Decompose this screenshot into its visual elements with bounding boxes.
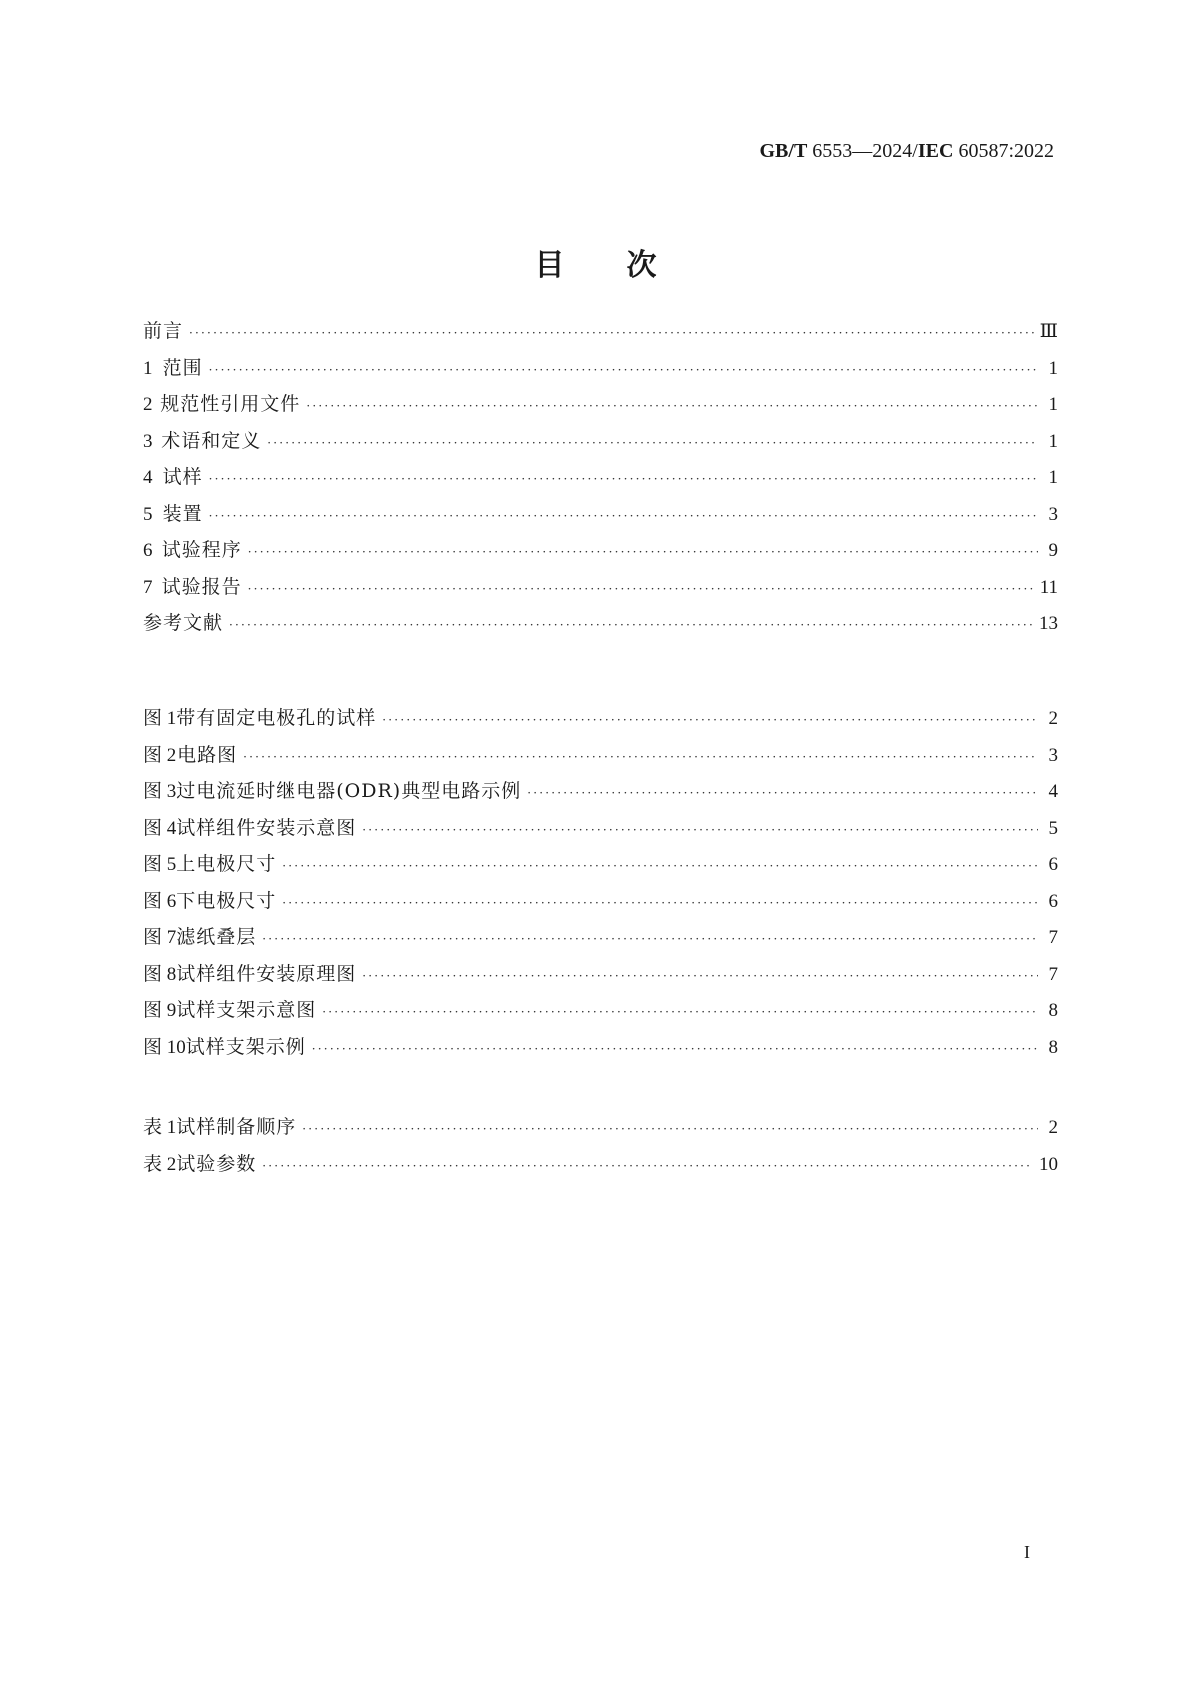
- toc-entry-label: 规范性引用文件: [160, 393, 301, 415]
- leader-dots: [302, 1122, 1038, 1136]
- leader-dots: [243, 750, 1038, 764]
- figure-page: 6: [1048, 854, 1058, 875]
- toc-entry-number: 3: [143, 430, 153, 452]
- leader-dots: [312, 1042, 1038, 1056]
- figure-label: 试样支架示例: [185, 1035, 306, 1058]
- toc-figure-entry[interactable]: [143, 922, 1058, 959]
- figure-number: 图 7: [143, 927, 177, 948]
- page-title: 目次: [534, 248, 719, 283]
- toc-entry-page: 1: [1048, 394, 1058, 415]
- figure-number: 图 2: [143, 744, 177, 766]
- table-number: 表 1: [143, 1117, 177, 1138]
- leader-dots: [282, 896, 1038, 910]
- toc-entry-label: 试验报告: [161, 575, 242, 598]
- leader-dots: [248, 545, 1038, 559]
- figure-label: 滤纸叠层: [176, 926, 257, 948]
- toc-figure-entry[interactable]: [143, 703, 1058, 740]
- toc-entry[interactable]: [143, 353, 1058, 390]
- figure-label: 上电极尺寸: [176, 853, 277, 875]
- toc-figure-entry[interactable]: [143, 776, 1058, 813]
- figure-page: 6: [1048, 890, 1058, 912]
- toc-entry-page: 13: [1039, 613, 1058, 634]
- figure-number: 图 9: [143, 1000, 177, 1021]
- toc-table-entry[interactable]: [143, 1149, 1058, 1186]
- toc-figure-entry[interactable]: [143, 849, 1058, 886]
- figure-label: 试样组件安装原理图: [176, 962, 357, 985]
- toc-figure-entry[interactable]: [143, 886, 1058, 923]
- toc-clauses: [143, 316, 1058, 645]
- toc-entry[interactable]: [143, 608, 1058, 645]
- figure-label: 电路图: [177, 743, 238, 766]
- table-label: 试样制备顺序: [176, 1116, 297, 1138]
- toc-entry-page: 1: [1048, 430, 1058, 452]
- toc-entry[interactable]: [143, 389, 1058, 426]
- figure-page: 2: [1048, 708, 1058, 729]
- toc-entry[interactable]: [143, 535, 1058, 572]
- figure-page: 4: [1048, 781, 1058, 802]
- leader-dots: [248, 582, 1034, 596]
- toc-entry-number: 7: [143, 576, 153, 598]
- leader-dots: [282, 859, 1038, 873]
- leader-dots: [362, 823, 1038, 837]
- toc-entry-page: 3: [1048, 503, 1058, 525]
- toc-entry[interactable]: [143, 462, 1058, 499]
- figure-page: 5: [1048, 817, 1058, 839]
- toc-entry[interactable]: [143, 499, 1058, 536]
- toc-entry-label: 试验程序: [161, 539, 242, 561]
- leader-dots: [306, 399, 1038, 413]
- toc-tables: [143, 1112, 1058, 1185]
- figure-label: 试样支架示意图: [176, 999, 317, 1021]
- table-number: 表 2: [143, 1153, 177, 1175]
- leader-dots: [209, 472, 1038, 486]
- toc-entry-page: 9: [1048, 540, 1058, 561]
- figure-number: 图 5: [143, 854, 177, 875]
- table-label: 试验参数: [176, 1152, 257, 1175]
- leader-dots: [267, 436, 1038, 450]
- figure-page: 7: [1048, 927, 1058, 948]
- figure-label: 下电极尺寸: [176, 889, 277, 912]
- table-page: 10: [1039, 1153, 1058, 1175]
- toc-entry-label: 试样: [162, 466, 203, 488]
- figure-number: 图 8: [143, 963, 177, 985]
- leader-dots: [527, 786, 1038, 800]
- leader-dots: [262, 932, 1038, 946]
- toc-entry-label: 术语和定义: [161, 429, 262, 452]
- leader-dots: [189, 326, 1034, 340]
- toc-entry[interactable]: [143, 426, 1058, 463]
- leader-dots: [229, 618, 1033, 632]
- leader-dots: [382, 713, 1038, 727]
- figure-number: 图 3: [143, 781, 177, 802]
- leader-dots: [322, 1005, 1038, 1019]
- toc-entry-page: 1: [1048, 467, 1058, 488]
- figure-page: 8: [1048, 1000, 1058, 1021]
- figure-page: 8: [1048, 1036, 1058, 1058]
- figure-page: 7: [1048, 963, 1058, 985]
- toc-entry-label: 参考文献: [143, 612, 224, 634]
- toc-entry-number: 4: [143, 467, 153, 488]
- toc-figure-entry[interactable]: [143, 1032, 1058, 1069]
- leader-dots: [362, 969, 1038, 983]
- toc-entry-label: 范围: [162, 356, 203, 379]
- toc-figures: [143, 703, 1058, 1068]
- toc-entry-label: 装置: [162, 502, 203, 525]
- toc-entry-number: 5: [143, 503, 153, 525]
- leader-dots: [262, 1159, 1033, 1173]
- toc-entry[interactable]: [143, 316, 1058, 353]
- toc-table-entry[interactable]: [143, 1112, 1058, 1149]
- toc-entry-label: 前言: [143, 320, 184, 342]
- leader-dots: [209, 363, 1038, 377]
- figure-label: 带有固定电极孔的试样: [176, 707, 377, 729]
- figure-number: 图 10: [143, 1036, 186, 1058]
- toc-entry-page: Ⅲ: [1039, 321, 1058, 342]
- toc-figure-entry[interactable]: [143, 740, 1058, 777]
- toc-figure-entry[interactable]: [143, 995, 1058, 1032]
- toc-entry-number: 1: [143, 357, 153, 379]
- figure-label: 过电流延时继电器(ODR)典型电路示例: [176, 780, 522, 802]
- figure-number: 图 6: [143, 890, 177, 912]
- table-page: 2: [1048, 1117, 1058, 1138]
- toc-figure-entry[interactable]: [143, 959, 1058, 996]
- page-number: I: [1024, 1542, 1030, 1562]
- toc-figure-entry[interactable]: [143, 813, 1058, 850]
- toc-entry-number: 2: [143, 394, 153, 415]
- figure-label: 试样组件安装示意图: [176, 816, 357, 839]
- toc-entry[interactable]: [143, 572, 1058, 609]
- leader-dots: [209, 509, 1038, 523]
- figure-number: 图 1: [143, 708, 177, 729]
- figure-number: 图 4: [143, 817, 177, 839]
- standard-code: GB/T 6553—2024/IEC 60587:2022: [759, 140, 1054, 162]
- toc-entry-number: 6: [143, 540, 153, 561]
- toc-entry-page: 11: [1039, 576, 1058, 598]
- figure-page: 3: [1048, 744, 1058, 766]
- toc-entry-page: 1: [1048, 357, 1058, 379]
